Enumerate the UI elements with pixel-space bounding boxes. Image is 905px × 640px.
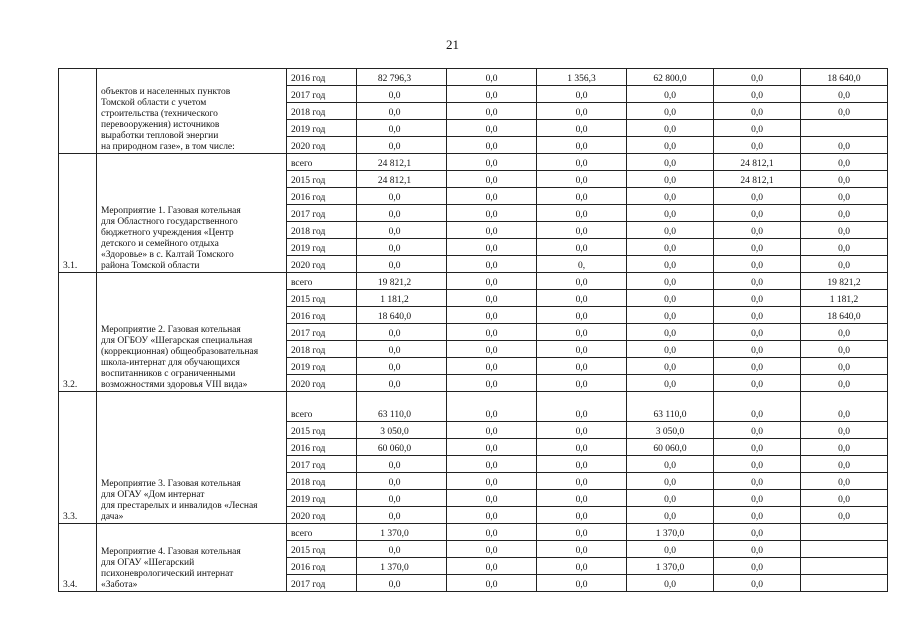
period-cell: всего (287, 392, 357, 422)
amount-cell: 19 821,2 (357, 273, 447, 290)
period-cell: 2019 год (287, 239, 357, 256)
amount-cell: 0,0 (537, 324, 627, 341)
amount-cell: 0,0 (714, 222, 801, 239)
amount-cell: 0,0 (627, 324, 714, 341)
amount-cell: 0,0 (714, 273, 801, 290)
period-cell: 2016 год (287, 558, 357, 575)
amount-cell: 0,0 (447, 507, 537, 524)
amount-cell: 0,0 (447, 120, 537, 137)
description-line: психоневрологический интернат (101, 569, 234, 579)
amount-cell: 0,0 (801, 392, 888, 422)
description-line: для ОГАУ «Дом интернат (101, 490, 205, 500)
amount-cell: 0,0 (714, 524, 801, 541)
amount-cell: 0,0 (714, 358, 801, 375)
period-cell: 2020 год (287, 507, 357, 524)
amount-cell: 0,0 (801, 205, 888, 222)
amount-cell: 0,0 (537, 290, 627, 307)
amount-cell: 0,0 (447, 439, 537, 456)
amount-cell: 82 796,3 (357, 69, 447, 86)
amount-cell: 0,0 (801, 375, 888, 392)
table-row (59, 273, 888, 290)
description-line: воспитанников с ограниченными (101, 369, 236, 379)
description-line: Мероприятие 2. Газовая котельная (101, 325, 241, 335)
amount-cell: 0,0 (357, 137, 447, 154)
amount-cell: 0,0 (714, 69, 801, 86)
amount-cell: 0,0 (714, 392, 801, 422)
period-cell: 2016 год (287, 188, 357, 205)
period-cell: 2019 год (287, 120, 357, 137)
description-line: дача» (101, 512, 124, 522)
description-line: Мероприятие 3. Газовая котельная (101, 479, 241, 489)
amount-cell: 0,0 (537, 103, 627, 120)
amount-cell: 0,0 (714, 188, 801, 205)
amount-cell: 63 110,0 (627, 392, 714, 422)
amount-cell: 0,0 (627, 154, 714, 171)
amount-cell: 0,0 (447, 392, 537, 422)
amount-cell: 0,0 (537, 222, 627, 239)
period-cell: 2017 год (287, 86, 357, 103)
amount-cell: 0,0 (537, 205, 627, 222)
amount-cell: 0,0 (801, 86, 888, 103)
amount-cell: 0,0 (801, 154, 888, 171)
period-cell: 2016 год (287, 69, 357, 86)
amount-cell: 0,0 (801, 507, 888, 524)
item-description (97, 154, 287, 273)
amount-cell: 0,0 (627, 341, 714, 358)
description-line: Томской области с учетом (101, 98, 207, 108)
description-line: для престарелых и инвалидов «Лесная (101, 501, 258, 511)
item-number: 3.4. (59, 524, 97, 592)
description-line: выработки тепловой энергии (101, 131, 219, 141)
period-cell: 2020 год (287, 375, 357, 392)
amount-cell: 0,0 (447, 490, 537, 507)
amount-cell: 0,0 (537, 171, 627, 188)
amount-cell: 0,0 (357, 86, 447, 103)
amount-cell: 0,0 (357, 103, 447, 120)
amount-cell: 0,0 (447, 188, 537, 205)
amount-cell: 0,0 (537, 439, 627, 456)
amount-cell: 0,0 (357, 358, 447, 375)
amount-cell: 1 370,0 (357, 558, 447, 575)
amount-cell (801, 524, 888, 541)
amount-cell: 0,0 (801, 324, 888, 341)
amount-cell: 0,0 (447, 358, 537, 375)
amount-cell: 0,0 (627, 290, 714, 307)
amount-cell: 0,0 (447, 473, 537, 490)
amount-cell: 19 821,2 (801, 273, 888, 290)
description-line: на природном газе», в том числе: (101, 142, 235, 152)
amount-cell: 63 110,0 (357, 392, 447, 422)
description-line: для Областного государственного (101, 217, 238, 227)
period-cell: всего (287, 524, 357, 541)
description-line: района Томской области (101, 261, 200, 271)
amount-cell: 0,0 (447, 205, 537, 222)
period-cell: 2016 год (287, 307, 357, 324)
description-line: школа-интернат для обучающихся (101, 358, 240, 368)
amount-cell: 0,0 (447, 341, 537, 358)
amount-cell: 0,0 (537, 575, 627, 592)
amount-cell: 0,0 (447, 86, 537, 103)
amount-cell: 0,0 (714, 507, 801, 524)
amount-cell (801, 120, 888, 137)
amount-cell: 0,0 (714, 103, 801, 120)
amount-cell: 0,0 (801, 456, 888, 473)
amount-cell: 0,0 (714, 205, 801, 222)
description-line: детского и семейного отдыха (101, 239, 219, 249)
amount-cell: 0,0 (801, 171, 888, 188)
amount-cell: 0,0 (537, 422, 627, 439)
amount-cell: 0,0 (627, 188, 714, 205)
amount-cell: 0,0 (801, 188, 888, 205)
amount-cell: 0,0 (627, 86, 714, 103)
description-line: объектов и населенных пунктов (101, 87, 231, 97)
item-number: 3.3. (59, 392, 97, 524)
amount-cell: 0,0 (714, 256, 801, 273)
amount-cell: 0,0 (357, 490, 447, 507)
amount-cell: 0,0 (447, 239, 537, 256)
amount-cell: 0,0 (801, 256, 888, 273)
amount-cell: 0,0 (714, 324, 801, 341)
amount-cell: 0,0 (357, 120, 447, 137)
amount-cell: 0,0 (537, 188, 627, 205)
amount-cell: 0,0 (714, 239, 801, 256)
amount-cell: 0,0 (801, 439, 888, 456)
description-line: для ОГАУ «Шегарский (101, 558, 195, 568)
amount-cell: 0,0 (357, 205, 447, 222)
amount-cell: 0,0 (627, 307, 714, 324)
amount-cell: 0,0 (801, 137, 888, 154)
item-number: 3.2. (59, 273, 97, 392)
amount-cell: 0,0 (801, 239, 888, 256)
amount-cell: 0,0 (537, 154, 627, 171)
amount-cell: 0,0 (357, 507, 447, 524)
amount-cell: 0,0 (447, 273, 537, 290)
amount-cell (801, 541, 888, 558)
table-row (59, 524, 888, 541)
amount-cell: 0,0 (447, 541, 537, 558)
amount-cell: 60 060,0 (357, 439, 447, 456)
amount-cell: 1 356,3 (537, 69, 627, 86)
amount-cell: 18 640,0 (801, 307, 888, 324)
amount-cell: 0,0 (714, 341, 801, 358)
amount-cell: 1 370,0 (627, 524, 714, 541)
amount-cell: 0,0 (627, 375, 714, 392)
amount-cell: 0,0 (714, 456, 801, 473)
description-line: перевооружения) источников (101, 120, 220, 130)
amount-cell: 0,0 (447, 256, 537, 273)
period-cell: 2015 год (287, 422, 357, 439)
amount-cell (801, 575, 888, 592)
amount-cell: 0,0 (447, 290, 537, 307)
amount-cell: 0,0 (537, 558, 627, 575)
period-cell: 2018 год (287, 473, 357, 490)
amount-cell: 0,0 (714, 575, 801, 592)
amount-cell: 1 370,0 (357, 524, 447, 541)
amount-cell: 0,0 (627, 456, 714, 473)
amount-cell: 0,0 (801, 358, 888, 375)
amount-cell: 0,0 (627, 222, 714, 239)
amount-cell: 0,0 (801, 422, 888, 439)
amount-cell: 0,0 (714, 439, 801, 456)
amount-cell: 0,0 (801, 473, 888, 490)
item-description (97, 524, 287, 592)
amount-cell: 0,0 (714, 120, 801, 137)
amount-cell (801, 558, 888, 575)
amount-cell: 0,0 (714, 86, 801, 103)
amount-cell: 0,0 (537, 358, 627, 375)
amount-cell: 0,0 (357, 456, 447, 473)
amount-cell: 24 812,1 (357, 154, 447, 171)
table-row (59, 392, 888, 422)
amount-cell: 60 060,0 (627, 439, 714, 456)
amount-cell: 1 181,2 (801, 290, 888, 307)
amount-cell: 0,0 (537, 490, 627, 507)
amount-cell: 0,0 (357, 473, 447, 490)
amount-cell: 0,0 (801, 103, 888, 120)
amount-cell: 0,0 (627, 358, 714, 375)
page-number: 21 (446, 37, 459, 52)
amount-cell: 0,0 (357, 341, 447, 358)
amount-cell: 0,0 (714, 541, 801, 558)
amount-cell: 0,0 (357, 222, 447, 239)
amount-cell: 0,0 (537, 392, 627, 422)
amount-cell: 0,0 (627, 273, 714, 290)
amount-cell: 0,0 (537, 120, 627, 137)
amount-cell: 0,0 (357, 256, 447, 273)
amount-cell: 62 800,0 (627, 69, 714, 86)
amount-cell: 0,0 (537, 473, 627, 490)
amount-cell: 0,0 (447, 222, 537, 239)
period-cell: 2015 год (287, 290, 357, 307)
amount-cell: 3 050,0 (627, 422, 714, 439)
table-row (59, 69, 888, 86)
item-description (97, 392, 287, 524)
amount-cell: 24 812,1 (714, 154, 801, 171)
amount-cell: 24 812,1 (714, 171, 801, 188)
amount-cell: 0,0 (447, 324, 537, 341)
amount-cell: 0,0 (537, 524, 627, 541)
description-line: для ОГБОУ «Шегарская специальная (101, 336, 253, 346)
item-description (97, 273, 287, 392)
amount-cell: 0,0 (447, 171, 537, 188)
item-number (59, 69, 97, 154)
amount-cell: 0,0 (714, 473, 801, 490)
amount-cell: 0,0 (714, 558, 801, 575)
amount-cell: 24 812,1 (357, 171, 447, 188)
amount-cell: 0,0 (714, 422, 801, 439)
amount-cell: 0,0 (627, 239, 714, 256)
period-cell: 2018 год (287, 341, 357, 358)
amount-cell: 0,0 (627, 171, 714, 188)
amount-cell: 0,0 (447, 422, 537, 439)
table-body (59, 69, 888, 592)
description-line: бюджетного учреждения «Центр (101, 228, 234, 238)
description-line: Мероприятие 1. Газовая котельная (101, 206, 241, 216)
amount-cell: 0,0 (714, 137, 801, 154)
table-row (59, 154, 888, 171)
amount-cell: 0,0 (537, 507, 627, 524)
amount-cell: 0,0 (357, 239, 447, 256)
amount-cell: 0, (537, 256, 627, 273)
amount-cell: 0,0 (627, 120, 714, 137)
amount-cell: 0,0 (627, 575, 714, 592)
amount-cell: 0,0 (447, 103, 537, 120)
period-cell: 2016 год (287, 439, 357, 456)
item-description (97, 69, 287, 154)
period-cell: 2019 год (287, 358, 357, 375)
period-cell: 2017 год (287, 456, 357, 473)
amount-cell: 0,0 (537, 456, 627, 473)
period-cell: 2018 год (287, 222, 357, 239)
amount-cell: 0,0 (627, 473, 714, 490)
amount-cell: 0,0 (537, 86, 627, 103)
amount-cell: 0,0 (627, 137, 714, 154)
description-line: «Забота» (101, 580, 138, 590)
amount-cell: 0,0 (627, 103, 714, 120)
period-cell: 2020 год (287, 137, 357, 154)
item-number: 3.1. (59, 154, 97, 273)
amount-cell: 0,0 (447, 375, 537, 392)
amount-cell: 0,0 (627, 256, 714, 273)
period-cell: 2017 год (287, 205, 357, 222)
amount-cell: 1 181,2 (357, 290, 447, 307)
period-cell: всего (287, 154, 357, 171)
amount-cell: 0,0 (447, 575, 537, 592)
budget-table (58, 68, 888, 592)
description-line: Мероприятие 4. Газовая котельная (101, 547, 241, 557)
amount-cell: 1 370,0 (627, 558, 714, 575)
period-cell: 2015 год (287, 171, 357, 188)
amount-cell: 0,0 (537, 239, 627, 256)
period-cell: всего (287, 273, 357, 290)
description-line: строительства (технического (101, 109, 218, 119)
period-cell: 2017 год (287, 324, 357, 341)
amount-cell: 3 050,0 (357, 422, 447, 439)
amount-cell: 0,0 (627, 205, 714, 222)
amount-cell: 0,0 (447, 69, 537, 86)
amount-cell: 0,0 (357, 575, 447, 592)
amount-cell: 0,0 (627, 490, 714, 507)
amount-cell: 0,0 (801, 341, 888, 358)
amount-cell: 0,0 (627, 507, 714, 524)
amount-cell: 0,0 (537, 137, 627, 154)
amount-cell: 0,0 (714, 290, 801, 307)
amount-cell: 0,0 (537, 307, 627, 324)
amount-cell: 0,0 (537, 341, 627, 358)
amount-cell: 0,0 (537, 541, 627, 558)
period-cell: 2018 год (287, 103, 357, 120)
amount-cell: 0,0 (447, 154, 537, 171)
amount-cell: 0,0 (447, 307, 537, 324)
amount-cell: 0,0 (714, 490, 801, 507)
amount-cell: 18 640,0 (357, 307, 447, 324)
amount-cell: 0,0 (537, 375, 627, 392)
period-cell: 2019 год (287, 490, 357, 507)
amount-cell: 0,0 (537, 273, 627, 290)
description-line: «Здоровье» в с. Калтай Томского (101, 250, 234, 260)
description-line: (коррекционная) общеобразовательная (101, 347, 259, 357)
amount-cell: 0,0 (357, 324, 447, 341)
amount-cell: 0,0 (447, 524, 537, 541)
amount-cell: 18 640,0 (801, 69, 888, 86)
amount-cell: 0,0 (447, 558, 537, 575)
amount-cell: 0,0 (801, 490, 888, 507)
period-cell: 2017 год (287, 575, 357, 592)
period-cell: 2015 год (287, 541, 357, 558)
amount-cell: 0,0 (801, 222, 888, 239)
period-cell: 2020 год (287, 256, 357, 273)
amount-cell: 0,0 (447, 456, 537, 473)
amount-cell: 0,0 (447, 137, 537, 154)
amount-cell: 0,0 (627, 541, 714, 558)
amount-cell: 0,0 (714, 307, 801, 324)
amount-cell: 0,0 (714, 375, 801, 392)
description-line: возможностями здоровья VIII вида» (101, 380, 248, 390)
amount-cell: 0,0 (357, 541, 447, 558)
amount-cell: 0,0 (357, 375, 447, 392)
amount-cell: 0,0 (357, 188, 447, 205)
